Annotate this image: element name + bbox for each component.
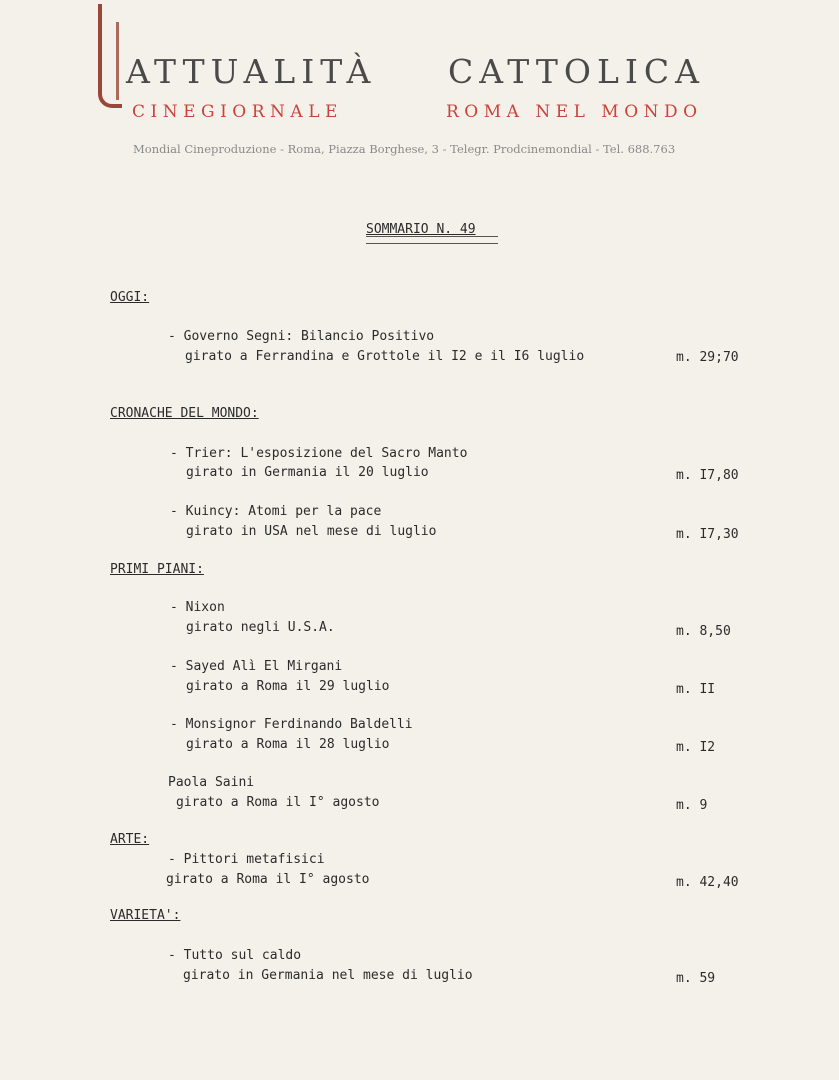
item-title: Paola Saini — [168, 775, 255, 790]
item-title: - Trier: L'esposizione del Sacro Manto — [170, 446, 468, 461]
letterhead-title — [126, 52, 716, 91]
item-detail: girato in Germania il 20 luglio — [186, 465, 429, 480]
item-detail: girato a Roma il I° agosto — [166, 872, 370, 887]
summary-title: SOMMARIO N. 49 — [366, 222, 476, 237]
item-title: - Nixon — [170, 600, 225, 615]
item-measure: m. 8,50 — [676, 624, 731, 639]
item-detail: girato a Ferrandina e Grottole il I2 e il I6 luglio — [185, 349, 585, 364]
item-title: - Kuincy: Atomi per la pace — [170, 504, 382, 519]
item-title: - Monsignor Ferdinando Baldelli — [170, 717, 413, 732]
item-measure: m. 29;70 — [676, 350, 739, 365]
item-measure: m. I7,30 — [676, 527, 739, 542]
item-measure: m. 42,40 — [676, 875, 739, 890]
item-detail: girato negli U.S.A. — [186, 620, 335, 635]
item-measure: m. I7,80 — [676, 468, 739, 483]
pen-mark — [98, 4, 122, 108]
item-detail: girato a Roma il 28 luglio — [186, 737, 390, 752]
subtitle-right: ROMA NEL MONDO — [446, 102, 703, 122]
item-title: - Sayed Alì El Mirgani — [170, 659, 343, 674]
title-left: ATTUALITÀ — [126, 52, 377, 91]
section-title-primi-piani: PRIMI PIANI: — [110, 562, 204, 577]
item-detail: girato a Roma il 29 luglio — [186, 679, 390, 694]
item-detail: girato in Germania nel mese di luglio — [183, 968, 473, 983]
section-title-oggi: OGGI: — [110, 290, 150, 305]
summary-double-rule — [366, 236, 498, 244]
section-title-cronache: CRONACHE DEL MONDO: — [110, 406, 259, 421]
item-measure: m. II — [676, 682, 716, 697]
item-title: - Pittori metafisici — [168, 852, 325, 867]
section-title-arte: ARTE: — [110, 832, 150, 847]
item-detail: girato a Roma il I° agosto — [176, 795, 380, 810]
item-measure: m. 59 — [676, 971, 716, 986]
item-title: - Tutto sul caldo — [168, 948, 302, 963]
item-detail: girato in USA nel mese di luglio — [186, 524, 437, 539]
letterhead-address: Mondial Cineproduzione - Roma, Piazza Borghese, 3 - Telegr. Prodcinemondial - Tel. 688.763 — [133, 142, 676, 156]
item-title: - Governo Segni: Bilancio Positivo — [168, 329, 435, 344]
item-measure: m. 9 — [676, 798, 708, 813]
item-measure: m. I2 — [676, 740, 716, 755]
section-title-varieta: VARIETA': — [110, 908, 181, 923]
letterhead-subtitle — [132, 102, 722, 122]
subtitle-left: CINEGIORNALE — [132, 102, 343, 122]
title-right: CATTOLICA — [448, 52, 705, 91]
